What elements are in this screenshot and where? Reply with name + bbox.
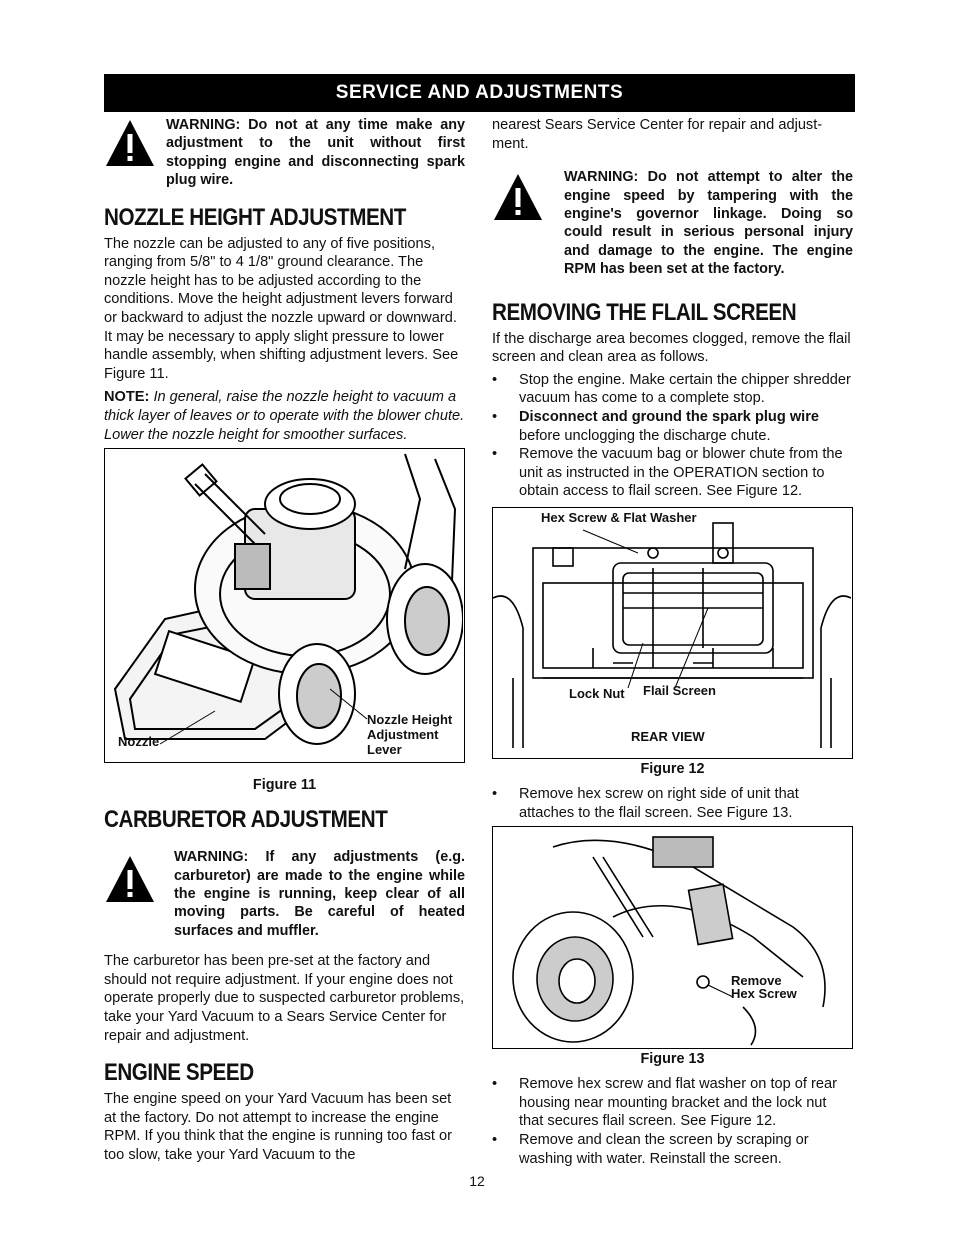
figure-12-caption: Figure 12 <box>640 760 705 777</box>
fig11-label-lever-2: Adjustment <box>367 727 439 743</box>
list-item: • Remove and clean the screen by scraping or washing with water. Reinstall the screen. <box>492 1131 853 1168</box>
figure-12-drawing <box>493 508 851 757</box>
fig13-label-remove-1: Remove <box>731 973 782 989</box>
left-column <box>104 116 465 1165</box>
speed-body: The engine speed on your Yard Vacuum has been set at the factory. Do not attempt to increase the engine RPM. If you think that the engine is running too fast or too slow, take your Yard Vacuum to the <box>104 1091 453 1163</box>
b2-rest: before unclogging the discharge chute. <box>519 427 771 444</box>
carb-body: The carburetor has been pre-set at the factory and should not require adjustment. If your engine does not operate properly due to suspected carburetor problems, take your Yard Vacuum to a Sears Service Center for repair and adjustment. <box>104 953 465 1044</box>
fig13-label-remove-2: Hex Screw <box>731 986 797 1002</box>
flail-steps-3 <box>492 1075 853 1168</box>
section-banner: SERVICE AND ADJUSTMENTS <box>104 74 855 112</box>
speed-body-cont: nearest Sears Service Center for repair and adjust- ment. <box>492 117 823 152</box>
note-label: NOTE: <box>104 389 150 406</box>
fig11-label-nozzle: Nozzle <box>118 734 160 750</box>
warning-top-text: WARNING: Do not at any time make any adjustment to the unit without first stopping engine and disconnecting spark plug wire. <box>166 117 465 189</box>
list-item: • Remove hex screw and flat washer on top of rear housing near mounting bracket and the lock nut that secures flail screen. See Figure 12. <box>492 1075 853 1131</box>
fig12-label-hex: Hex Screw & Flat Washer <box>541 509 697 525</box>
figure-12 <box>492 507 853 759</box>
figure-11-caption: Figure 11 <box>252 777 317 794</box>
nozzle-body: The nozzle can be adjusted to any of five positions, ranging from 5/8" to 4 1/8" ground clearance. The nozzle height has to be adjusted according to the conditions. Move the height adjustment levers forward or backward to adjust the nozzle upward or downward. It may be necessary to apply slight pressure to lower handle assembly, when shifting adjustment levers. See Figure 11. <box>104 235 459 382</box>
figure-11 <box>104 448 465 763</box>
flail-heading: REMOVING THE FLAIL SCREEN <box>492 298 797 326</box>
b2-bold: Disconnect and ground the spark plug wire <box>519 409 820 425</box>
list-item: • Remove the vacuum bag or blower chute from the unit as instructed in the OPERATION section to obtain access to flail screen. See Figure 12. <box>492 445 853 501</box>
page-number: 12 <box>469 1173 485 1189</box>
fig12-label-flail: Flail Screen <box>643 682 716 698</box>
warning-triangle-icon <box>104 854 156 909</box>
fig11-label-lever-1: Nozzle Height <box>367 712 453 728</box>
note-text: In general, raise the nozzle height to vacuum a thick layer of leaves or to operate with the blower chute. Lower the nozzle height for smoother surfaces. <box>104 389 465 443</box>
warning-carb-text: WARNING: If any adjustments (e.g. carburetor) are made to the engine while the engine is running, keep clear of all moving parts. Be careful of heated surfaces and muffler. <box>174 849 465 939</box>
speed-heading: ENGINE SPEED <box>104 1059 254 1087</box>
figure-13 <box>492 826 853 1049</box>
fig12-label-lock: Lock Nut <box>569 685 625 701</box>
nozzle-heading: NOZZLE HEIGHT ADJUSTMENT <box>104 203 406 231</box>
warning-carb <box>104 848 465 940</box>
flail-steps-1 <box>492 371 853 501</box>
list-item <box>492 408 853 445</box>
warning-top <box>104 116 465 190</box>
nozzle-note <box>104 388 465 444</box>
warning-triangle-icon <box>492 172 544 227</box>
fig12-label-view: REAR VIEW <box>631 728 705 744</box>
figure-13-drawing <box>493 827 851 1047</box>
warning-speed <box>492 168 853 278</box>
warning-speed-text: WARNING: Do not attempt to alter the engine speed by tampering with the engine's governor linkage. Doing so could result in serious personal injury and damage to the engine. The engine RPM has been set at the factory. <box>564 169 853 278</box>
list-item: • Stop the engine. Make certain the chipper shredder vacuum has come to a complete stop. <box>492 371 853 408</box>
flail-steps-2 <box>492 785 853 822</box>
carb-heading: CARBURETOR ADJUSTMENT <box>104 806 388 834</box>
list-item: • Remove hex screw on right side of unit that attaches to the flail screen. See Figure 13. <box>492 785 853 822</box>
flail-intro: If the discharge area becomes clogged, remove the flail screen and clean area as follows. <box>492 330 851 366</box>
fig11-label-lever-3: Lever <box>367 742 402 758</box>
right-column <box>492 116 853 1168</box>
warning-triangle-icon <box>104 118 156 173</box>
figure-13-caption: Figure 13 <box>640 1051 705 1068</box>
